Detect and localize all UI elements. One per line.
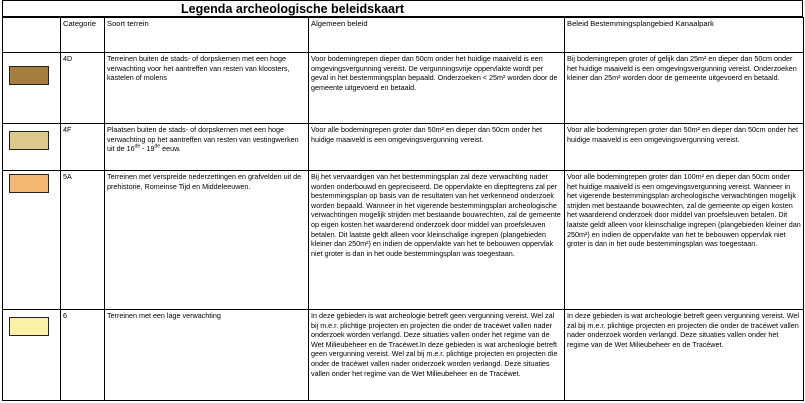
header-categorie: Categorie	[61, 18, 105, 53]
title-row	[2, 0, 803, 17]
swatch-cell	[3, 53, 61, 124]
swatch-cell	[3, 310, 61, 401]
table-row	[3, 171, 804, 310]
soort-terrein-cell: Terreinen buiten de stads- of dorpskernen met een hoge verwachting voor het aantreffen van resten van kloosters, kastelen of molens	[105, 53, 309, 124]
color-swatch	[9, 131, 49, 150]
superscript: de	[154, 143, 161, 150]
algemeen-beleid-cell: Bij het vervaardigen van het bestemmingsplan zal deze verwachting nader worden onderbouwd en gepreciseerd. De oppervlakte en diepttegrens zal per bestemmingsplan op basis van de resultaten van het verkennend onderzoek worden bepaald. Wanneer in het vigerende bestemmingsplan archeologische verwachtingen mogelijk strijden met bestaande bouwrechten, zal de gemeente op eigen kosten het waarderend onderzoek door middel van proefsleuven betalen. Dit laatste geldt alleen voor kleinschalige ingrepen (plangebieden kleiner dan 250m²) en indien de oppervlakte van het te bebouwen oppervlak niet groter is dan in het oude bestemmingsplan was toegestaan.	[309, 171, 565, 310]
header-row	[3, 18, 804, 53]
header-algemeen-beleid: Algemeen beleid	[309, 18, 565, 53]
legend-table	[2, 17, 804, 401]
algemeen-beleid-cell: Voor bodemingrepen dieper dan 50cm onder het huidige maaiveld is een omgevingsvergunning vereist. De vergunningsvrije oppervlakte wordt per geval in het bestemmingsplan bepaald. Onderzoeken < 25m² worden door de gemeente uitgevoerd en betaald.	[309, 53, 565, 124]
soort-text: - 19	[140, 144, 155, 154]
legend-sheet	[2, 0, 804, 403]
color-swatch	[9, 317, 49, 336]
soort-text: eeuw.	[160, 144, 181, 154]
algemeen-beleid-cell: In deze gebieden is wat archeologie betreft geen vergunning vereist. Wel zal bij m.e.r. plichtige projecten en projecten die onder de tracéwet vallen nader onderzoek worden verlangd. Deze situaties vallen onder het regime van de Wet Milieubeheer en de Tracéwet.In deze gebieden is wat archeologie betreft geen vergunning vereist. Wel zal bij m.e.r. plichtige projecten en projecten die onder de tracéwet vallen nader onderzoek worden verlangd. Deze situaties vallen onder het regime van de Wet Milieubeheer en de Tracéwet.	[309, 310, 565, 401]
soort-terrein-cell: Terreinen met een lage verwachting	[105, 310, 309, 401]
table-row	[3, 310, 804, 401]
algemeen-beleid-cell: Voor alle bodemingrepen groter dan 50m² en dieper dan 50cm onder het huidige maaiveld is een omgevingsvergunning vereist.	[309, 124, 565, 171]
header-soort-terrein: Soort terrein	[105, 18, 309, 53]
header-beleid-kanaalpark: Beleid Bestemmingsplangebied Kanaalpark	[565, 18, 804, 53]
table-row	[3, 53, 804, 124]
categorie-cell: 6	[61, 310, 105, 401]
soort-terrein-cell: Terreinen met verspreide nederzettingen en grafvelden uit de prehistorie, Romeinse Tijd en Middeleeuwen.	[105, 171, 309, 310]
soort-text: Plaatsen buiten de stads- of dorpskernen met een hoge verwachting op het aantreffen van resten van vestingwerken uit de 16	[107, 125, 299, 154]
color-swatch	[9, 66, 49, 85]
table-row	[3, 124, 804, 171]
swatch-cell	[3, 124, 61, 171]
categorie-cell: 4D	[61, 53, 105, 124]
header-swatch	[3, 18, 61, 53]
kanaalpark-beleid-cell: Bij bodemingrepen groter of gelijk dan 25m² en dieper dan 50cm onder het huidige maaiveld is een omgevingsvergunning vereist. Onderzoeken kleiner dan 25m² worden door de gemeente uitgevoerd en betaald.	[565, 53, 804, 124]
kanaalpark-beleid-cell: Voor alle bodemingrepen groter dan 50m² en dieper dan 50cm onder het huidige maaiveld is een omgevingsvergunning vereist.	[565, 124, 804, 171]
page-title: Legenda archeologische beleidskaart	[181, 2, 404, 16]
kanaalpark-beleid-cell: Voor alle bodemingrepen groter dan 100m² en dieper dan 50cm onder het huidige maaiveld is een omgevingsvergunning vereist. Wanneer in het vigerende bestemmingsplan archeologische verwachtingen mogelijk strijden met bestaande bouwrechten, zal de gemeente op eigen kosten het waarderend onderzoek door middel van proefsleuven betalen. Dit laatste geldt alleen voor kleinschalige ingrepen (plangebieden kleiner dan 250m²) en indien de oppervlakte van het te bebouwen oppervlak niet groter is dan in het oude bestemmingsplan was toegestaan.	[565, 171, 804, 310]
superscript: de	[134, 143, 141, 150]
swatch-cell	[3, 171, 61, 310]
color-swatch	[9, 174, 49, 193]
soort-terrein-cell	[105, 124, 309, 171]
categorie-cell: 4F	[61, 124, 105, 171]
categorie-cell: 5A	[61, 171, 105, 310]
kanaalpark-beleid-cell: In deze gebieden is wat archeologie betreft geen vergunning vereist. Wel zal bij m.e.r. plichtige projecten en projecten die onder de tracéwet vallen nader onderzoek worden verlangd. Deze situaties vallen onder het regime van de Wet Milieubeheer en de Tracéwet.	[565, 310, 804, 401]
